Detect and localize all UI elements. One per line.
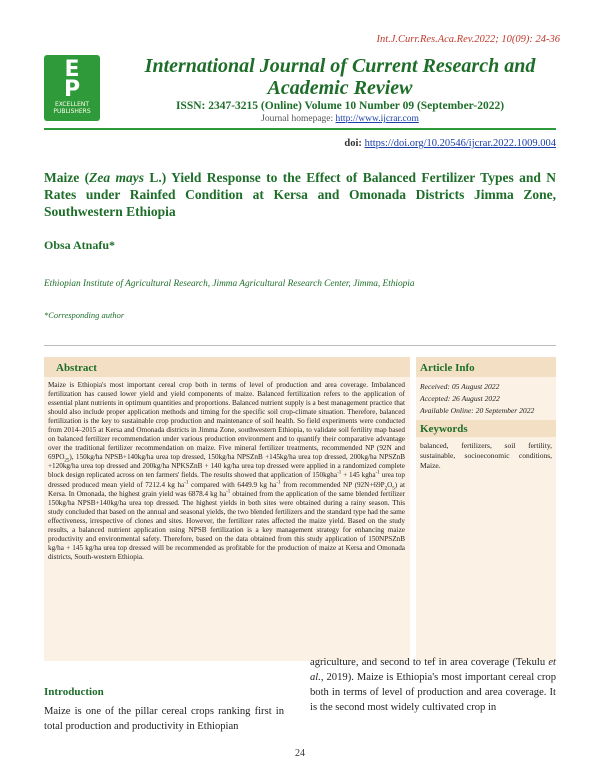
body-column-right: agriculture, and second to tef in area coverage (Tekulu et al., 2019). Maize is Ethiopia's most important cereal crop both in terms of level of production and area coverage. It is the second most widely cultivated crop in [310,657,556,713]
available-date: Available Online: 20 September 2022 [420,406,535,415]
author-affiliation: Ethiopian Institute of Agricultural Research, Jimma Agricultural Research Center, Jimma, Ethiopia [44,279,415,289]
issn-line: ISSN: 2347-3215 (Online) Volume 10 Number 09 (September-2022) [175,100,505,112]
journal-homepage [120,114,560,124]
logo-publisher-text: EXCELLENT PUBLISHERS [53,101,91,115]
logo-letter-e: E [64,57,80,82]
corresponding-author-note: *Corresponding author [44,310,125,320]
article-title [44,169,556,220]
abstract-text: Maize is Ethiopia's most important cereal crop both in terms of level of production and area coverage. Imbalanced fertilization has caused lower yield and yield components of maize. Balanced fertilization refers to the application of essential plant nutrients in optimum quantities and proportions. Balanced nutrient supply is a best management practice that should also include proper application methods and timing for the specific soil crop-climate situation. Therefore, balanced fertilization is the key to sustainable crop production and maintenance of soil health. So field experiments were conducted from 2014–2015 at Kersa and Omonada districts in Jimma Zone, southwestern Ethiopia, to validate soil fertility map based on balanced fertilizer recommendation under various production environment and to quantify their comparative advantage over the traditional fertilizer recommendation on maize. Five mineral fertilizer treatments, recommended NP (92N and $69PO_{25}$), 150kg/ha NPSB+140kg/ha urea top dressed, 150kg/ha NPSZnB +145kg/ha urea top dressed, 200kg/ha NPSZnB +120kg/ha urea top dressed and 200kg/ha NPKSZnB + 140 kg/ha urea top dressed were applied in a randomized complete block design replicated across on ten farmers' fields. The results showed that application of 150kgha$^{-1}$ + 145 kgha$^{-1}$ urea top dressed produced mean yield of 7212.4 kg $ha^{-1}$ compared with 6449.9 kg $ha^{-1}$ from recommended NP $(92N+69P_2O_5)$ at Kersa. In Omonada, the highest grain yield was 6878.4 kg $ha^{-1}$ obtained from the application of the same blended fertilizer 150kg/ha NPSB+140kg/ha urea top dressed. The highest yields in both sites were obtained during a rainy season. This study concluded that based on the annual and seasonal yields, the two blended fertilizers and the standard type had the same effectiveness, irrespective of clones and sites. However, the fertilizer rates affected the maize yield. Based on the study results, a balanced nutrient application using NPSB fertilization is a key management strategy for enhancing maize productivity and environmental safety. Therefore, based on the data obtained from this study application of 150NPSZnB kg/ha + 145 kg/ha urea top dressed will be recommended as profitable for the production of maize at Kersa and Omonada districts, South-western Ethiopia. [48,381,405,561]
author-name: Obsa Atnafu* [44,238,116,252]
received-date: Received: 05 August 2022 [420,382,500,391]
header-rule [44,128,556,130]
title-part: L.) Yield Response to the Effect of Balanced Fertilizer Types and N Rates under Rainfed Condition at Kersa and Omonada Districts Jimma Zone, Southwestern Ethiopia [44,170,556,219]
accepted-date: Accepted: 26 August 2022 [420,394,500,403]
doi-link[interactable]: https://doi.org/10.20546/ijcrar.2022.1009.004 [364,138,556,149]
logo-letter-p: P [63,77,81,102]
article-info-heading: Article Info [420,362,475,374]
abstract-heading: Abstract [56,362,97,374]
body-column-left: Maize is one of the pillar cereal crops ranking first in total production and productivity in Ethiopian [44,706,284,732]
title-species: Zea mays [89,170,144,185]
homepage-label: Journal homepage: [261,114,336,124]
section-divider [44,345,556,346]
doi-line [0,138,556,149]
homepage-link[interactable]: http://www.ijcrar.com [335,114,419,124]
keywords-heading: Keywords [420,423,468,435]
page-number: 24 [295,748,305,759]
abstract-header-bar [44,357,410,377]
journal-citation: Int.J.Curr.Res.Aca.Rev.2022; 10(09): 24-36 [376,34,560,45]
publisher-logo [44,55,100,121]
doi-label: doi: [344,138,365,149]
keywords-list: balanced, fertilizers, soil fertility, sustainable, socioeconomic conditions, Maize. [420,441,552,470]
journal-title: International Journal of Current Research and Academic Review [144,55,536,99]
article-dates [420,381,556,417]
title-part: Maize ( [44,170,90,185]
introduction-heading: Introduction [44,686,104,698]
